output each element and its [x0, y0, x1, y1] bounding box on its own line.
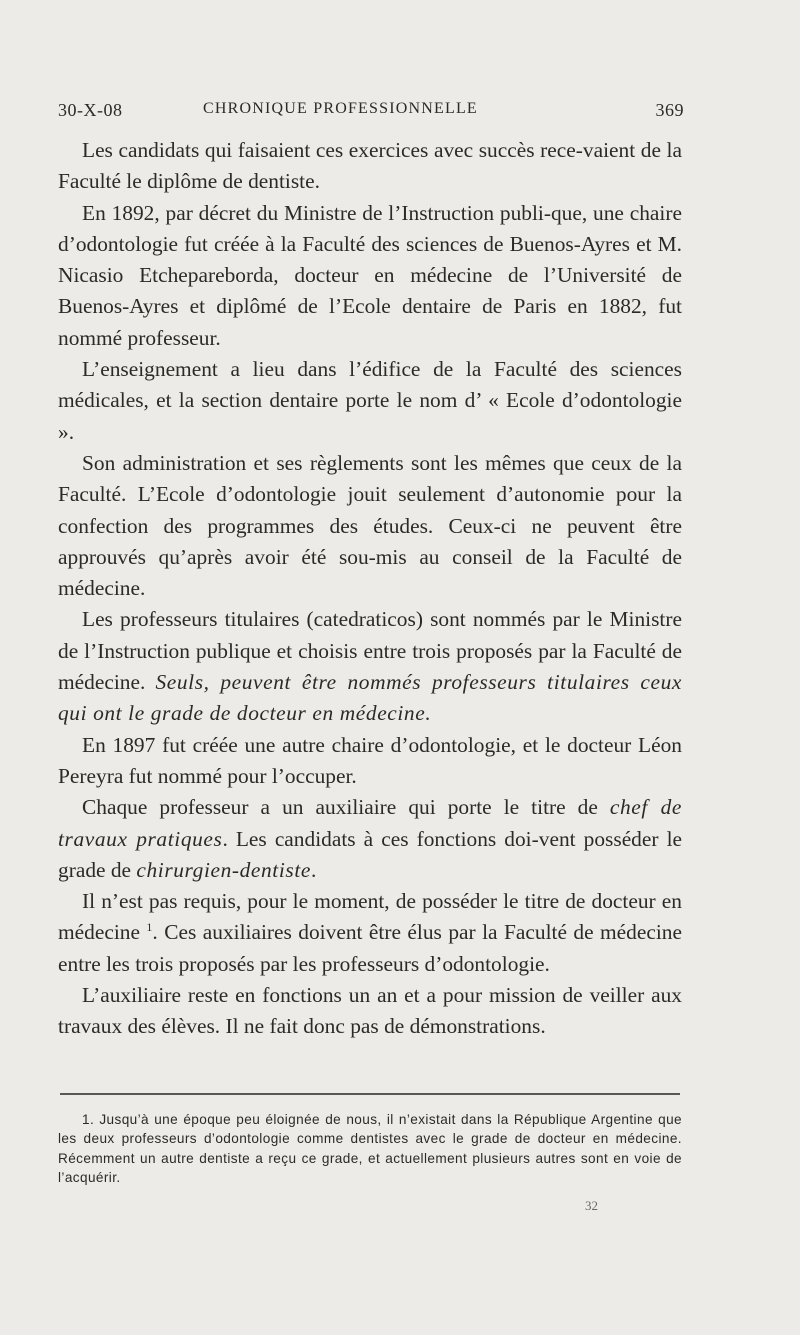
paragraph-text: Les professeurs titulaires (catedraticos) sont nommés par le Ministre de l’Instruction publique et choisis entre trois proposés par la Faculté de médecine.: [58, 607, 682, 695]
header-page-number: 369: [655, 100, 684, 120]
italic-text: Seuls, peuvent être nommés professeurs titulaires ceux qui ont le grade de docteur en médecine.: [58, 670, 682, 726]
italic-text: chef de travaux pratiques: [58, 795, 682, 851]
paragraph-text: Les candidats qui faisaient ces exercices avec succès rece-vaient de la Faculté le diplôme de dentiste.: [58, 138, 682, 194]
paragraph: [58, 448, 682, 604]
paragraph-text: .: [310, 857, 317, 882]
paragraph: [58, 886, 682, 980]
paragraph-text: En 1897 fut créée une autre chaire d’odontologie, et le docteur Léon Pereyra fut nommé pour l’occuper.: [58, 732, 682, 788]
footnote-reference: 1: [146, 920, 153, 935]
running-head: [58, 100, 684, 126]
header-section-title: CHRONIQUE PROFESSIONNELLE: [203, 100, 478, 117]
paragraph: [58, 792, 682, 886]
paragraph: [58, 980, 682, 1043]
italic-text: chirurgien-dentiste: [136, 857, 311, 882]
paragraph-text: L’auxiliaire reste en fonctions un an et a pour mission de veiller aux travaux des élèves. Il ne fait donc pas de démonstrations.: [58, 983, 682, 1039]
paragraph-text: Chaque professeur a un auxiliaire qui porte le titre de: [82, 795, 610, 820]
paragraph: [58, 198, 682, 354]
paragraph-text: Son administration et ses règlements sont les mêmes que ceux de la Faculté. L’Ecole d’odontologie jouit seulement d’autonomie pour la confection des programmes des études. Ceux-ci ne peuvent être approuvés qu’après avoir été sou-mis au conseil de la Faculté de médecine.: [58, 450, 682, 601]
footnote: 1. Jusqu’à une époque peu éloignée de nous, il n’existait dans la République Argentine que les deux professeurs d’odontologie comme dentistes avec le grade de docteur en médecine. Récemment un autre dentiste a reçu ce grade, et actuellement plusieurs autres sont en voie de l’acquérir.: [58, 1112, 682, 1186]
paragraph: [58, 354, 682, 448]
paragraph: [58, 604, 682, 729]
footnote-divider: [60, 1093, 680, 1095]
paragraph: [58, 135, 682, 198]
signature-mark: 32: [585, 1198, 598, 1213]
body-text: [58, 135, 682, 1043]
paragraph-text: Il n’est pas requis, pour le moment, de posséder le titre de docteur en médecine: [58, 889, 682, 945]
paragraph-text: . Ces auxiliaires doivent être élus par la Faculté de médecine entre les trois proposés par les professeurs d’odontologie.: [58, 920, 682, 976]
paragraph: [58, 730, 682, 793]
paragraph-text: L’enseignement a lieu dans l’édifice de la Faculté des sciences médicales, et la section dentaire porte le nom d’ « Ecole d’odontologie ».: [58, 357, 682, 444]
paragraph-text: En 1892, par décret du Ministre de l’Instruction publi-que, une chaire d’odontologie fut créée à la Faculté des sciences de Buenos-Ayres et M. Nicasio Etchepareborda, docteur en médecine de l’Université de Buenos-Ayres et diplômé de l’Ecole dentaire de Paris en 1882, fut nommé professeur.: [58, 200, 682, 350]
header-date: 30-X-08: [58, 100, 123, 120]
paragraph-text: . Les candidats à ces fonctions doi-vent posséder le grade de: [58, 826, 683, 882]
